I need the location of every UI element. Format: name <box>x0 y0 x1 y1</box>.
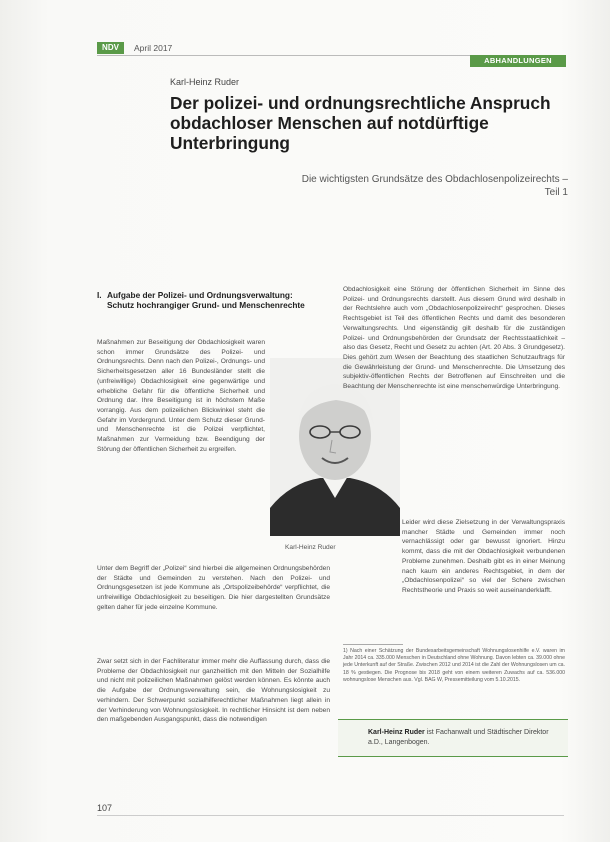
section-heading-text: Aufgabe der Polizei- und Ordnungsverwaltung: Schutz hochrangiger Grund- und Menschenrechte <box>107 290 305 310</box>
footer-rule <box>97 815 564 816</box>
footnote: 1) Nach einer Schätzung der Bundesarbeitsgemeinschaft Wohnungslosenhilfe e.V. waren im Jahr 2014 ca. 335.000 Menschen in Deutschland ohne Wohnung. Davon lebten ca. 39.000 ohne jede Unterkunft auf der Straße. Zwischen 2012 und 2014 ist die Zahl der Wohnungslosen um ca. 18 % gestiegen. Die Prognose bis 2018 geht von einem weiteren Zuwachs auf ca. 536.000 wohnungslose Menschen aus. Vgl. BAG W, Pressemitteilung vom 5.10.2015. <box>343 648 565 683</box>
section-heading <box>97 290 329 310</box>
page-number: 107 <box>97 803 113 813</box>
footnote-rule <box>343 644 403 645</box>
author-info <box>368 728 563 748</box>
body-text-left-2: Unter dem Begriff der „Polizei“ sind hierbei die allgemeinen Ordnungsbehörden der Städte und Gemeinden zu verstehen. Nach den Polizei- und Ordnungsgesetzen ist jede Kommune als „Ortspolizeibehörde“ verpflichtet, die unfreiwillige Obdachlosigkeit zu beseitigen. Die hier dargestellten Grundsätze gelten daher für jede einzelne Kommune. <box>97 565 330 611</box>
body-text-left-3: Zwar setzt sich in der Fachliteratur immer mehr die Auffassung durch, dass die Probleme der Obdachlosigkeit nur ganzheitlich mit den Mitteln der Sozialhilfe und nicht mit polizeilichen Maßnahmen gelöst werden können. Es könnte auch die Aufgabe der Ordnungsverwaltung sein, die Wohnungslosigkeit zu verhindern. Der Schwerpunkt sozialhilferechtlicher Maßnahmen liegt allein in der Verhinderung von Wohnungslosigkeit. In rechtlicher Hinsicht ist dem neben den maßgebenden Ausgangspunkt, dass die notwendigen <box>97 658 330 724</box>
body-text-left-1: Maßnahmen zur Beseitigung der Obdachlosigkeit waren schon immer Grundsätze des Polizei- und Ordnungsrechts. Denn nach den Polizei-, Ordnungs- und Sicherheitsgesetzen aller 16 Bundesländer stellt die (unfreiwillige) Obdachlosigkeit eine gegenwärtige und erhebliche Gefahr für die öffentliche Sicherheit und Ordnung dar. Ihre Beseitigung ist in höchstem Maße vorrangig. Aus dem polizeilichen Blickwinkel steht die Gefahr im Vordergrund. Unter dem Schutz dieser Grund- und Menschenrechte ist die Polizei verpflichtet, Maßnahmen zur Vermeidung bzw. Beendigung der Störung der öffentlichen Sicherheit zu ergreifen. <box>97 339 265 453</box>
issue-date: April 2017 <box>134 43 173 53</box>
photo-caption: Karl-Heinz Ruder <box>285 544 336 551</box>
journal-badge: NDV <box>97 42 124 54</box>
section-tag: ABHANDLUNGEN <box>470 55 566 67</box>
body-text-right-2: Leider wird diese Zielsetzung in der Verwaltungspraxis mancher Städte und Gemeinden immer noch vernachlässigt oder gar bewusst ignoriert. Hinzu kommt, dass die mit der Obdachlosigkeit verbundenen Probleme zunehmen. Deshalb gibt es in einer Meinung nach kaum ein anderes Rechtsgebiet, in dem der „Obdachlosenpolizei“ so viel der Schere zwischen Rechtstheorie und Praxis so weit auseinanderklafft. <box>402 519 565 594</box>
author-box-description: ist Fachanwalt und Städtischer Direktor a.D., Langenbogen. <box>368 729 549 746</box>
article-title: Der polizei- und ordnungsrechtliche Anspruch obdachloser Menschen auf notdürftige Unterbringung <box>170 93 551 153</box>
article-subtitle: Die wichtigsten Grundsätze des Obdachlosenpolizeirechts – Teil 1 <box>301 174 568 198</box>
author-box-name: Karl-Heinz Ruder <box>368 729 425 736</box>
body-text-right-1: Obdachlosigkeit eine Störung der öffentlichen Sicherheit im Sinne des Polizei- und Ordnungsrechts darstellt. Aus diesem Grund wird deshalb in der Rechtslehre auch vom „Obdachlosenpolizeirecht“ gesprochen. Dieses Rechtsgebiet ist Teil des öffentlichen Rechts und damit des besonderen Verwaltungsrechts. Und eigenständig gilt deshalb für die zuständigen Polizei- und Ordnungsbehörden der Grundsatz der Rechtsstaatlichkeit – also das Gesetz, Recht und Gesetz zu achten (Art. 20 Abs. 3 Grundgesetz). Dies gehört zum Wesen der Beachtung des staatlichen Schutzauftrags für die Gewährleistung der Grund- und Menschenrechte. Die Umsetzung des subjektiv-öffentlichen Rechts der Betroffenen auf Einschreiten und die Beachtung der Menschenrechte ist eine menschenwürdige Unterbringung. <box>343 286 565 391</box>
section-number: I. <box>97 290 102 300</box>
article-author: Karl-Heinz Ruder <box>170 77 240 87</box>
author-info-box <box>338 719 568 757</box>
